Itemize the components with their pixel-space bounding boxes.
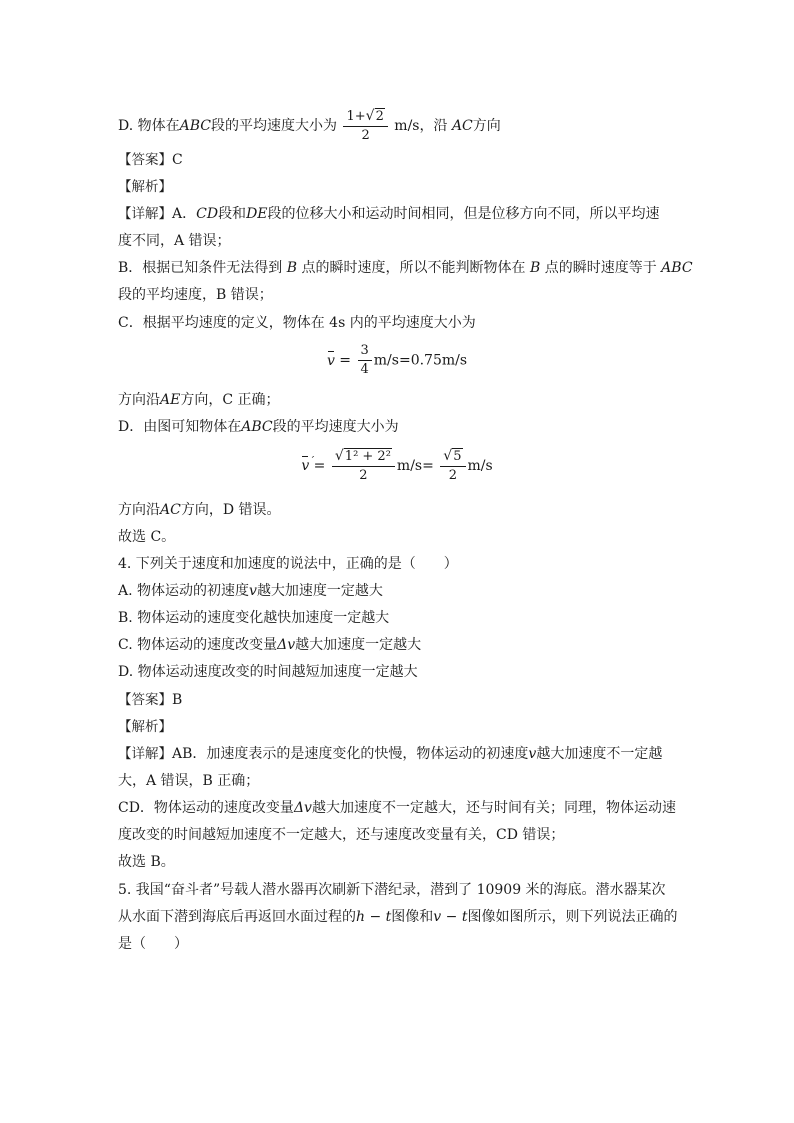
text: 【解析】 [118,719,172,735]
q4-detail-cd-line2 [118,825,564,845]
q4-detail-ab-line2 [118,771,259,791]
text: Δv [277,637,296,653]
text: DE [246,206,268,222]
text: v − t [433,909,468,925]
q3-detail-a-line1 [118,204,660,224]
q3-detail-d-line2 [118,500,281,520]
q3-detail-b-line2 [118,285,273,305]
text: 5. 我国“奋斗者”号载人潜水器再次刷新下潜纪录，潜到了 10909 米的海底。潜水器某次 [118,882,666,898]
text: 方向 [472,118,501,134]
q3-analysis-tag [118,177,172,197]
answer-value: C [172,152,183,168]
text: 越大加速度一定越大 [256,583,383,599]
text: 方向沿 [118,392,160,408]
text: ABC [241,419,273,435]
q5-line1 [118,880,666,900]
text: m/s= [396,458,434,474]
text: C．根据平均速度的定义，物体在 4s 内的平均速度大小为 [118,315,476,331]
q4-stem [118,554,458,574]
answer-tag: 【答案】 [118,692,172,708]
text: 越大加速度不一定越大，还与时间有关；同理，物体运动速 [311,800,676,816]
q4-answer [118,690,182,710]
q5-line3 [118,934,188,954]
text: 图像如图所示，则下列说法正确的 [467,909,678,925]
text: A. 物体运动的初速度 [118,583,250,599]
text: 点的瞬时速度，所以不能判断物体在 [301,260,526,276]
text: 度改变的时间越短加速度不一定越大，还与速度改变量有关，CD 错误； [118,827,565,843]
text: 度不同，A 错误； [118,233,231,249]
text: 5 [453,449,462,464]
answer-tag: 【答案】 [118,152,172,168]
q3-option-d [118,108,501,144]
text: B [286,260,298,276]
text: 故选 B。 [118,854,175,870]
q4-conclusion [118,852,175,872]
fraction: √ 5 2 [440,448,465,484]
text: = [309,458,330,474]
text: = [334,352,356,369]
text: 【详解】 [118,746,172,762]
q3-detail-d-line1 [118,417,399,437]
q3-detail-a-line2 [118,231,231,251]
text: 段的平均速度大小为 [211,118,338,134]
text: 1² + 2² [344,449,391,464]
text: B [529,260,541,276]
text: CD [196,206,219,222]
v-bar-prime: v ′ [301,458,309,474]
text: B. 物体运动的速度变化越快加速度一定越大 [118,610,390,626]
text: 方向沿 [118,502,160,518]
text: m/s，沿 [394,118,448,134]
text: 【详解】 [118,206,172,222]
text: 图像和 [391,909,434,925]
text: m/s=0.75m/s [373,352,468,369]
text: 方向，D 错误。 [180,502,281,518]
text: 段的位移大小和运动时间相同，但是位移方向不同，所以平均速 [267,206,660,222]
q3-d-equation [0,448,794,484]
text: D. 物体运动速度改变的时间越短加速度一定越大 [118,664,418,680]
v-bar: v [326,352,335,369]
text: B．根据已知条件无法得到 [118,260,283,276]
text: AC [451,118,473,134]
text: D. 物体在 [118,118,180,134]
fraction: 1+ √ 2 2 [343,108,387,144]
text: Δv [293,800,312,816]
text: 点的瞬时速度等于 [544,260,657,276]
text: 段的平均速度，B 错误； [118,287,273,303]
text: D．由图可知物体在 [118,419,242,435]
q4-detail-cd-line1 [118,798,676,818]
text: 故选 C。 [118,529,176,545]
text: h − t [356,909,392,925]
q3-c-equation [0,343,794,378]
q3-conclusion [118,527,175,547]
text: ABC [661,260,693,276]
text: 2 [448,468,458,483]
q3-detail-c-line1 [118,313,476,333]
text: 2 [361,128,370,143]
text: 越大加速度一定越大 [295,637,422,653]
q4-option-d [118,662,418,682]
q5-line2 [118,907,677,927]
text: 方向，C 正确； [180,392,280,408]
text: 2 [375,109,384,124]
text: v [249,583,257,599]
text: A． [172,206,197,222]
text: 2 [359,468,368,483]
q4-analysis-tag [118,717,172,737]
text: ABC [179,118,212,134]
text: 4 [360,362,369,377]
q4-option-b [118,608,389,628]
text: 越大加速度不一定越 [536,746,663,762]
fraction: √ 1² + 2² 2 [332,448,395,484]
q4-detail-ab-line1 [118,744,662,764]
text: AC [160,502,181,518]
text: CD．物体运动的速度改变量 [118,800,294,816]
text: 1+ [346,109,366,124]
text: 从水面下潜到海底后再返回水面过程的 [118,909,356,925]
text: 大，A 错误，B 正确； [118,773,260,789]
text: 【解析】 [118,179,172,195]
q4-option-c [118,635,421,655]
text: AB．加速度表示的是速度变化的快慢，物体运动的初速度 [172,746,529,762]
text: 4. 下列关于速度和加速度的说法中，正确的是（ ） [118,556,458,572]
text: 段和 [218,206,247,222]
q3-answer [118,150,183,170]
q4-option-a [118,581,383,601]
answer-value: B [172,692,183,708]
text: 3 [358,343,372,361]
text: C. 物体运动的速度改变量 [118,637,278,653]
text: m/s [467,458,493,474]
q3-detail-c-line2 [118,390,280,410]
fraction [358,343,372,378]
text: v [528,746,537,762]
text: 是（ ） [118,936,188,952]
text: AE [160,392,181,408]
text: 段的平均速度大小为 [272,419,399,435]
q3-detail-b-line1 [118,258,693,278]
